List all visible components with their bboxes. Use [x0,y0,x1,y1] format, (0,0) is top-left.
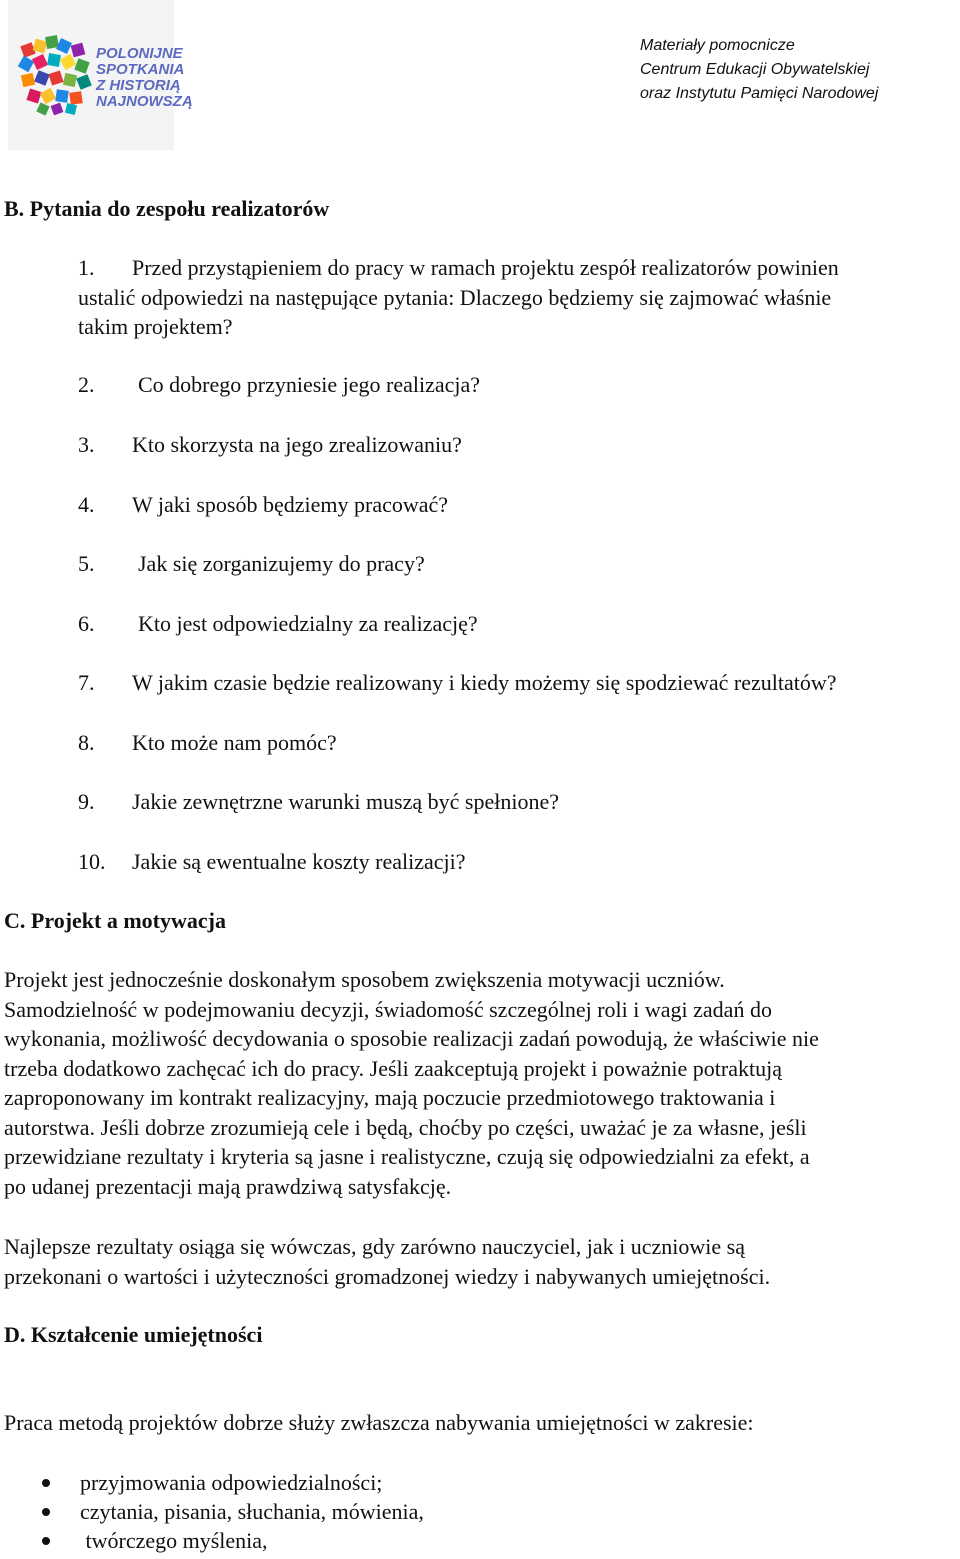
section-c-paragraph-1 [4,965,956,1201]
question-text-line: takim projektem? [78,314,233,339]
paragraph-line: Projekt jest jednocześnie doskonałym sposobem zwiększenia motywacji uczniów. [4,967,725,992]
question-text-line: ustalić odpowiedzi na następujące pytania: Dlaczego będziemy się zajmować właśnie [78,285,832,310]
section-d-intro: Praca metodą projektów dobrze służy zwłaszcza nabywania umiejętności w zakresie: [4,1410,754,1435]
question-text: Kto może nam pomóc? [132,730,337,755]
question-text: Jakie są ewentualne koszty realizacji? [132,849,466,874]
question-number: 2. [78,372,95,397]
header-note-line: Materiały pomocnicze [640,37,795,54]
question-number: 5. [78,551,95,576]
list-item-text: czytania, pisania, słuchania, mówienia, [80,1499,424,1524]
question-text: Kto skorzysta na jego zrealizowaniu? [132,432,462,457]
bullet-icon [42,1508,50,1516]
paragraph-line: przekonani o wartości i użyteczności gromadzonej wiedzy i nabywanych umiejętności. [4,1263,771,1289]
logo-text-4: NAJNOWSZĄ [96,93,193,110]
header-note [640,34,950,106]
logo [8,0,193,150]
paragraph-line: przewidziane rezultaty i kryteria są jasne i realistyczne, czują się odpowiedzialni za efekt, a [4,1144,810,1169]
logo-text-3: Z HISTORIĄ [96,77,181,94]
question-text: W jaki sposób będziemy pracować? [132,492,449,517]
paragraph-line: Najlepsze rezultaty osiąga się wówczas, gdy zarówno nauczyciel, jak i uczniowie są [4,1234,745,1259]
question-number: 10. [78,849,106,874]
question-text: Jak się zorganizujemy do pracy? [138,551,425,576]
section-c-heading: C. Projekt a motywacja [4,908,226,933]
paragraph-line: autorstwa. Jeśli dobrze zrozumieją cele i będą, choćby po części, uważać je za własne, jeśli [4,1114,807,1140]
question-number: 3. [78,432,95,457]
section-d-heading: D. Kształcenie umiejętności [4,1322,263,1347]
list-item-text: przyjmowania odpowiedzialności; [80,1470,383,1495]
question-number: 7. [78,670,95,695]
question-number: 9. [78,789,95,814]
question-text-line: Przed przystąpieniem do pracy w ramach projektu zespół realizatorów powinien [132,255,839,280]
paragraph-line: trzeba dodatkowo zachęcać ich do pracy. Jeśli zaakceptują projekt i poważnie potraktują [4,1055,782,1081]
question-text: W jakim czasie będzie realizowany i kiedy możemy się spodziewać rezultatów? [132,670,837,695]
list-item-text: twórczego myślenia, [80,1528,268,1553]
question-number: 6. [78,611,95,636]
question-number: 1. [78,255,95,280]
section-c-paragraph-2 [4,1232,956,1291]
logo-text-2: SPOTKANIA [96,61,185,78]
question-text: Co dobrego przyniesie jego realizacja? [138,372,481,397]
question-text: Kto jest odpowiedzialny za realizację? [138,611,478,636]
bullet-icon [42,1537,50,1545]
question-number: 8. [78,730,95,755]
question-number: 4. [78,492,95,517]
section-b-heading: B. Pytania do zespołu realizatorów [4,196,330,221]
question-text: Jakie zewnętrzne warunki muszą być spełnione? [132,789,559,814]
header-note-line: Centrum Edukacji Obywatelskiej [640,61,870,78]
paragraph-line: wykonania, możliwość decydowania o sposobie realizacji zadań powodują, że właściwie nie [4,1026,819,1051]
paragraph-line: zaproponowany im kontrakt realizacyjny, mają poczucie przedmiotowego traktowania i [4,1085,776,1110]
header-note-line: oraz Instytutu Pamięci Narodowej [640,85,879,102]
bullet-icon [42,1479,50,1487]
paragraph-line: po udanej prezentacji mają prawdziwą satysfakcję. [4,1173,452,1199]
logo-text-1: POLONIJNE [96,45,183,62]
paragraph-line: Samodzielność w podejmowaniu decyzji, świadomość szczególnej roli i wagi zadań do [4,996,772,1022]
logo-graphic [8,0,193,150]
